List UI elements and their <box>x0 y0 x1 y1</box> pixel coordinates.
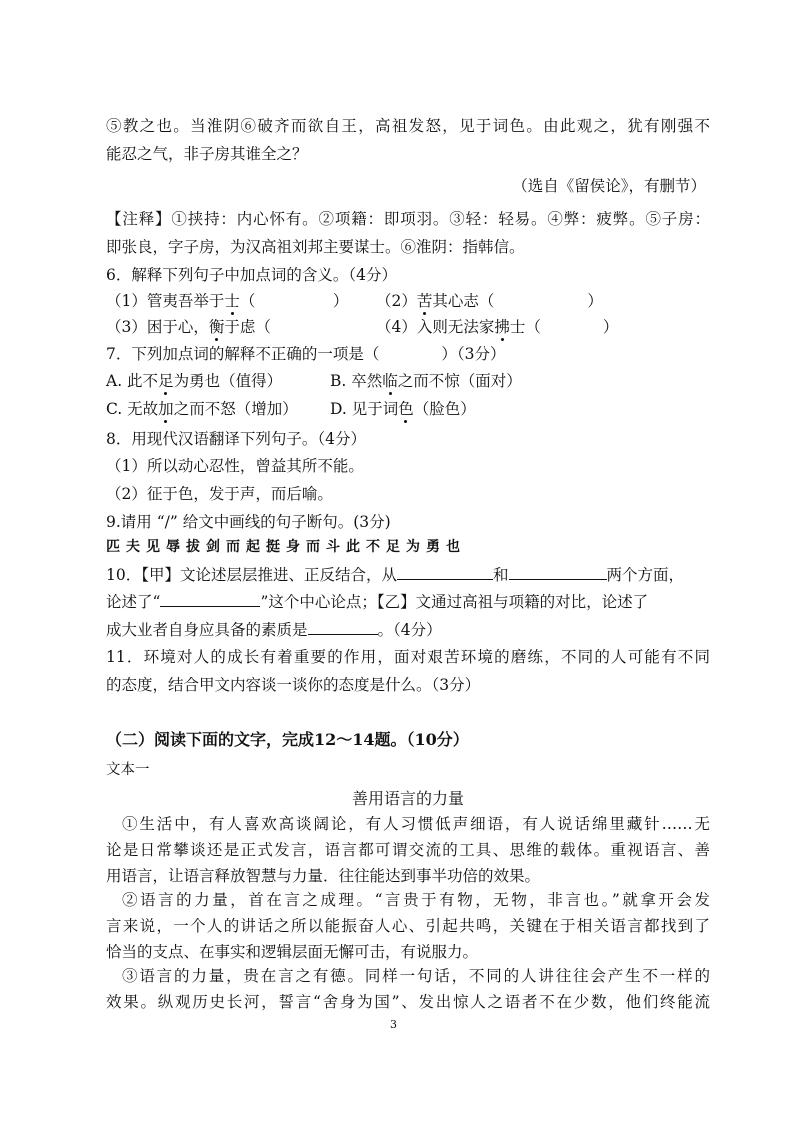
article-p2-line-3: 恰当的支点、在事实和逻辑层面无懈可击，有说服力。 <box>106 943 479 961</box>
q7-row-2 <box>106 399 710 419</box>
passage-line-1: ⑤教之也。当淮阴⑥破齐而欲自王，高祖发怒，见于词色。由此观之，犹有刚强不 <box>106 117 710 135</box>
q8-sentence-1: （1）所以动心忍性，曾益其所不能。 <box>106 457 364 475</box>
article-p1-line-3: 用语言，让语言释放智慧与力量．往往能达到事半功倍的效果。 <box>106 867 541 885</box>
article-p2-line-1: ②语言的力量，首在言之成理。“言贵于有物，无物，非言也。”就拿开会发 <box>122 891 710 909</box>
q7-option-c: C. 无故加之而不怒（增加） <box>106 400 298 418</box>
article-p3-line-1: ③语言的力量，贵在言之有德。同样一句话，不同的人讲往往会产生不一样的 <box>122 967 710 985</box>
notes-line-1: 【注释】①挟持：内心怀有。②项籍：即项羽。③轻：轻易。④弊：疲弊。⑤子房： <box>106 210 710 228</box>
q10-blank-1[interactable] <box>397 564 493 580</box>
q7-option-a: A. 此不足为勇也（值得） <box>106 372 283 390</box>
text-one-label: 文本一 <box>106 762 150 778</box>
q7-row-1 <box>106 371 710 391</box>
q7-option-b: B. 卒然临之而不惊（面对） <box>330 372 522 390</box>
q10-line-3: 成大业者自身应具备的素质是 。（4分） <box>106 621 442 639</box>
article-p3-line-2: 效果。纵观历史长河，誓言“舍身为国”、发出惊人之语者不在少数，他们终能流 <box>106 993 710 1011</box>
section-2-heading: （二）阅读下面的文字，完成12～14题。（10分） <box>106 730 469 749</box>
q6-item-4: （4）入则无法家拂士（ ） <box>376 318 619 336</box>
q10-blank-2[interactable] <box>509 564 607 580</box>
page-number: 3 <box>390 1018 397 1031</box>
q10-line-2: 论述了“ ”这个中心论点；【乙】文通过高祖与项籍的对比，论述了 <box>106 593 649 611</box>
notes-line-2: 即张良，字子房，为汉高祖刘邦主要谋士。⑥淮阴：指韩信。 <box>106 238 525 256</box>
passage-source: （选自《留侯论》，有删节） <box>512 177 706 195</box>
q6-row-2 <box>106 317 710 337</box>
q10-blank-3[interactable] <box>160 591 260 607</box>
q7-stem: 7．下列加点词的解释不正确的一项是（ ）（3分） <box>106 345 506 363</box>
article-title: 善用语言的力量 <box>351 789 464 808</box>
q6-item-3: （3）困于心，衡于虑（ <box>106 318 271 336</box>
q8-stem: 8．用现代汉语翻译下列句子。（4分） <box>106 430 366 448</box>
q7-option-d: D. 见于词色（脸色） <box>330 400 476 418</box>
q6-stem: 6．解释下列句子中加点词的含义。（4分） <box>106 266 397 284</box>
q9-sentence: 匹夫见辱拔剑而起挺身而斗此不足为勇也 <box>106 539 466 555</box>
passage-line-2: 能忍之气，非子房其谁全之？ <box>106 145 308 163</box>
article-p1-line-2: 论是日常攀谈还是正式发言，语言都可谓交流的工具、思维的载体。重视语言、善 <box>106 841 710 859</box>
article-p2-line-2: 言来说，一个人的讲话之所以能振奋人心、引起共鸣，关键在于相关语言都找到了 <box>106 917 710 935</box>
q6-item-2: （2）苦其心志（ ） <box>376 292 603 310</box>
article-p1-line-1: ①生活中，有人喜欢高谈阔论，有人习惯低声细语，有人说话绵里藏针……无 <box>122 815 710 833</box>
q10-line-1: 10．【甲】文论述层层推进、正反结合，从 和 两个方面， <box>106 566 685 584</box>
q6-row-1 <box>106 291 710 311</box>
q10-blank-4[interactable] <box>308 619 378 635</box>
q11-line-1: 11．环境对人的成长有着重要的作用，面对艰苦环境的磨练，不同的人可能有不同 <box>106 648 710 666</box>
q11-line-2: 的态度，结合甲文内容谈一谈你的态度是什么。（3分） <box>106 676 481 694</box>
q6-item-1: （1）管夷吾举于士（ ） <box>106 292 349 310</box>
q8-sentence-2: （2）征于色，发于声，而后喻。 <box>106 485 333 503</box>
q9-stem: 9.请用 “/” 给文中画线的句子断句。(3分) <box>106 513 391 531</box>
